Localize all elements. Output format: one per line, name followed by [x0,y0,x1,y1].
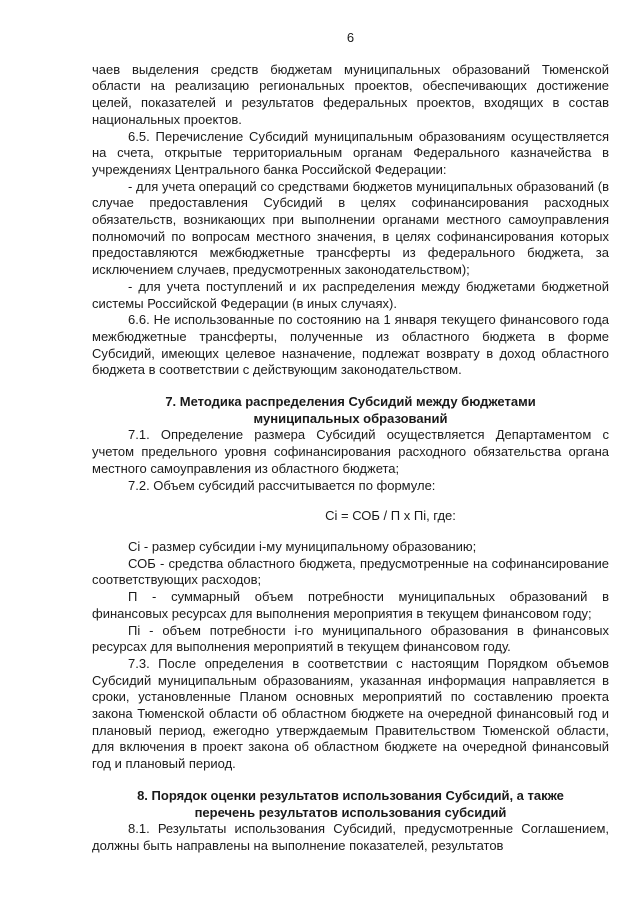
paragraph: чаев выделения средств бюджетам муниципальных образований Тюменской области на реализацию региональных проектов, обеспечивающих достижение целей, показателей и результатов федеральных проектов, входящих в состав национальных проектов. [92,61,609,127]
paragraph: 6.5. Перечисление Субсидий муниципальным образованиям осуществляется на счета, открытые территориальным органам Федерального казначейства в учреждениях Центрального банка Российской Федерации: [92,128,609,177]
paragraph: П - суммарный объем потребности муниципальных образований в финансовых ресурсах для выполнения мероприятия в текущем финансовом году; [92,589,609,621]
section7-heading: 7. Методика распределения Субсидий между бюджетами муниципальных образований [165,394,536,426]
paragraph: 8.1. Результаты использования Субсидий, предусмотренные Соглашением, должны быть направлены на выполнение показателей, результатов [92,821,609,853]
section8-body [92,821,609,854]
section7-body [92,427,609,494]
paragraph: - для учета поступлений и их распределения между бюджетами бюджетной системы Российской Федерации (в иных случаях). [92,278,609,311]
paragraph: 6.6. Не использованные по состоянию на 1 января текущего финансового года межбюджетные трансферты, полученные из областного бюджета в форме Субсидий, имеющих целевое назначение, подлежат возврату в доход областного бюджета в соответствии с действующим законодательством. [92,312,609,378]
subsidy-formula: Ci = СОБ / П х Пi, где: [325,508,456,524]
page-number: 6 [346,30,355,45]
paragraph: Пi - объем потребности i-го муниципального образования в финансовых ресурсах для выполнения мероприятий в текущем финансовом году. [92,622,609,655]
paragraph: 7.2. Объем субсидий рассчитывается по формуле: [128,477,436,493]
paragraph: Ci - размер субсидии i-му муниципальному образованию; [128,538,477,554]
paragraph: 7.1. Определение размера Субсидий осуществляется Департаментом с учетом предельного уровня софинансирования расходного обязательства органа местного самоуправления из областного бюджета; [92,427,609,476]
paragraph: СОБ - средства областного бюджета, предусмотренные на софинансирование соответствующих расходов; [92,555,609,588]
document-page [92,30,609,855]
paragraph: - для учета операций со средствами бюджетов муниципальных образований (в случае предоставления Субсидий в целях софинансирования расходных обязательств, возникающих при выполнении органами местного самоуправления полномочий по вопросам местного значения, в целях софинансирования которых предоставляются межбюджетные трансферты из федерального бюджета, за исключением случаев, предусмотренных законодательством); [92,178,609,278]
paragraph: 7.3. После определения в соответствии с настоящим Порядком объемов Субсидий муниципальным образованиям, указанная информация направляется в сроки, установленные Планом основных мероприятий по составлению проекта закона Тюменской области об областном бюджете на очередной финансовый год и плановый период, ежегодно утверждаемым Правительством Тюменской области, для включения в проект закона об областном бюджете на очередной финансовый год и плановый период. [92,655,609,772]
section6-continuation [92,62,609,379]
formula-definitions [92,539,609,773]
section8-heading: 8. Порядок оценки результатов использования Субсидий, а также перечень результатов использования субсидий [137,787,564,820]
